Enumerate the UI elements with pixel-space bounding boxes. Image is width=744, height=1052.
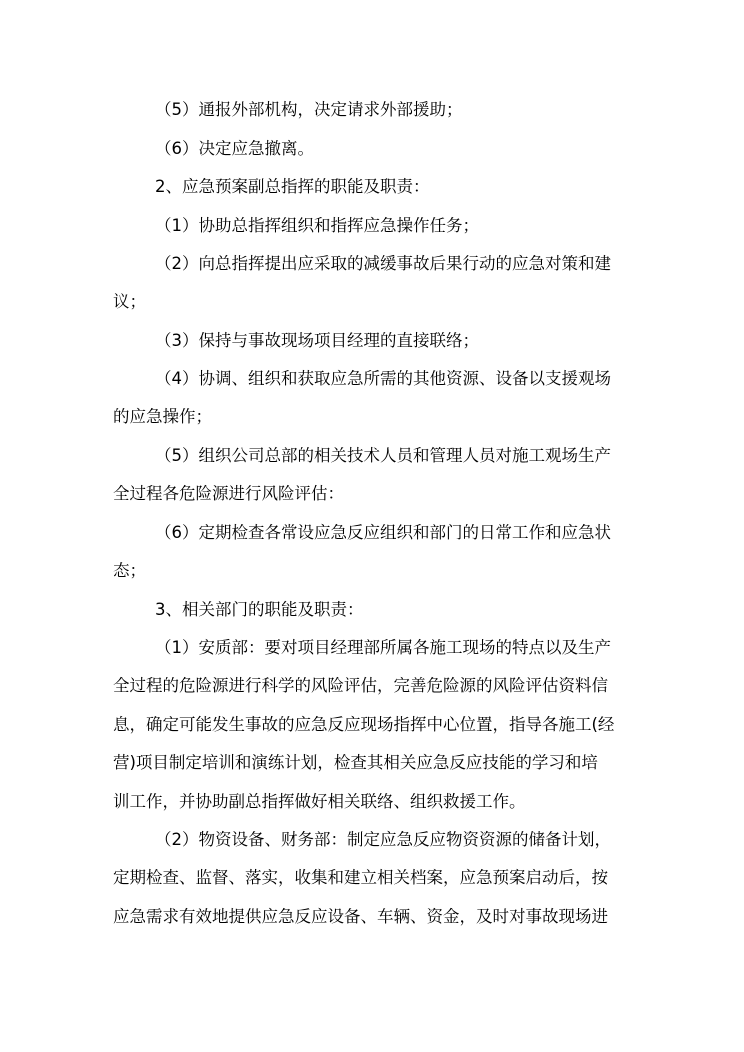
- paragraph-anzhi-line-4: 营)项目制定培训和演练计划，检查其相关应急反应技能的学习和培: [113, 753, 598, 772]
- paragraph-1-assist: （1）协助总指挥组织和指挥应急操作任务；: [155, 216, 479, 235]
- paragraph-anzhi-line-2: 全过程的危险源进行科学的风险评估，完善危险源的风险评估资料信: [113, 676, 608, 695]
- paragraph-wuzi-line-3: 应急需求有效地提供应急反应设备、车辆、资金，及时对事故现场进: [113, 907, 608, 926]
- paragraph-2-line-2: 议；: [113, 292, 146, 311]
- paragraph-wuzi-line-2: 定期检查、监督、落实，收集和建立相关档案，应急预案启动后，按: [113, 868, 608, 887]
- paragraph-anzhi-line-1: （1）安质部：要对项目经理部所属各施工现场的特点以及生产: [155, 638, 611, 657]
- paragraph-anzhi-line-5: 训工作，并协助副总指挥做好相关联络、组织救援工作。: [113, 792, 526, 811]
- paragraph-3-contact: （3）保持与事故现场项目经理的直接联络；: [155, 331, 479, 350]
- paragraph-6-evacuate: （6）决定应急撤离。: [155, 139, 314, 158]
- paragraph-5-notify: （5）通报外部机构，决定请求外部援助；: [155, 100, 463, 119]
- paragraph-5-line-2: 全过程各危险源进行风险评估：: [113, 484, 344, 503]
- paragraph-anzhi-line-3: 息，确定可能发生事故的应急反应现场指挥中心位置，指导各施工(经: [113, 715, 615, 734]
- section-heading-2: 2、应急预案副总指挥的职能及职责：: [155, 177, 430, 196]
- paragraph-5-line-1: （5）组织公司总部的相关技术人员和管理人员对施工观场生产: [155, 446, 611, 465]
- paragraph-4-line-1: （4）协调、组织和获取应急所需的其他资源、设备以支援观场: [155, 369, 611, 388]
- paragraph-6-line-2: 态；: [113, 561, 146, 580]
- paragraph-6-line-1: （6）定期检查各常设应急反应组织和部门的日常工作和应急状: [155, 523, 611, 542]
- paragraph-wuzi-line-1: （2）物资设备、财务部：制定应急反应物资资源的储备计划，: [155, 830, 611, 849]
- paragraph-4-line-2: 的应急操作；: [113, 407, 212, 426]
- paragraph-2-line-1: （2）向总指挥提出应采取的减缓事故后果行动的应急对策和建: [155, 254, 611, 273]
- section-heading-3: 3、相关部门的职能及职责：: [155, 600, 364, 619]
